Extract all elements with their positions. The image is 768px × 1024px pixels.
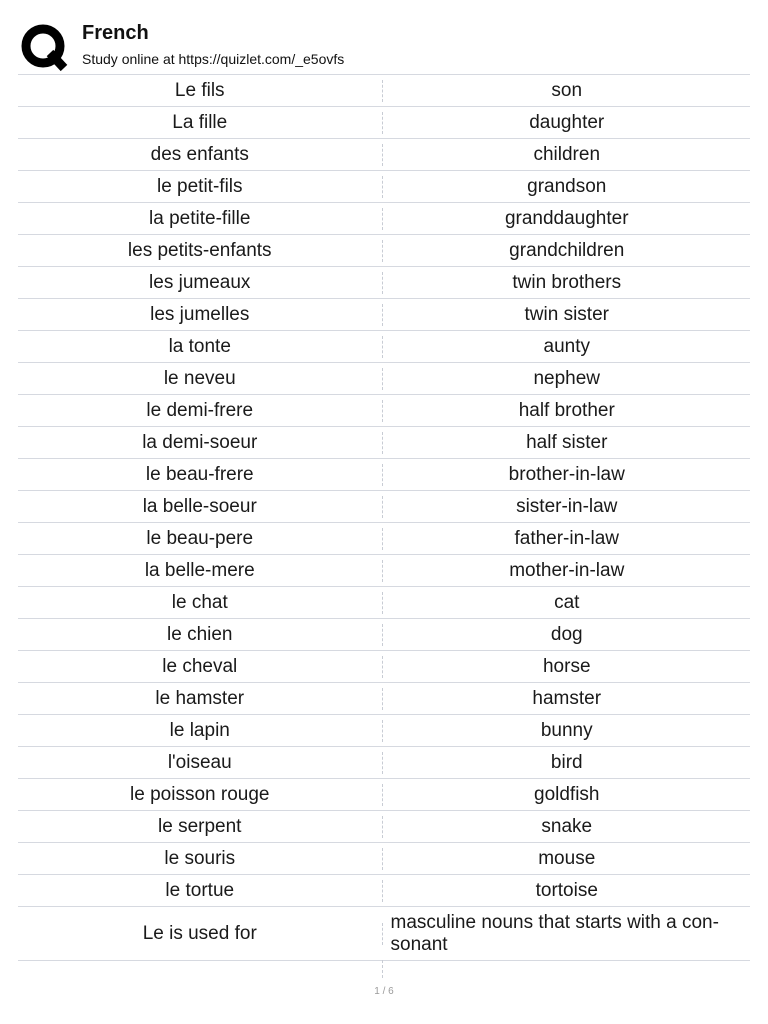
term-cell: Le is used for [142,922,257,944]
definition-cell: goldfish [534,783,600,805]
table-row [18,267,750,299]
table-row [18,523,750,555]
table-row [18,811,750,843]
table-row [18,747,750,779]
term-cell: la belle-mere [144,559,255,581]
definition-cell: snake [541,815,593,837]
term-cell: le beau-frere [145,463,254,485]
term-cell: le lapin [169,719,230,741]
term-cell: Le fils [174,79,225,101]
term-cell: les petits-enfants [127,239,272,261]
term-cell: la belle-soeur [142,495,257,517]
term-cell: le petit-fils [156,175,243,197]
term-cell: le hamster [155,687,245,709]
table-row [18,843,750,875]
definition-cell: cat [554,591,580,613]
term-cell: la demi-soeur [142,431,258,453]
table-row [18,715,750,747]
definition-cell: nephew [533,367,601,389]
definition-cell: mother-in-law [509,559,625,581]
flashcard-table [18,74,750,961]
study-online-link[interactable]: Study online at https://quizlet.com/_e5ovfs [82,51,345,67]
table-row [18,171,750,203]
definition-cell: hamster [532,687,602,709]
definition-cell: aunty [543,335,590,357]
definition-cell: mouse [538,847,596,869]
definition-cell: tortoise [535,879,598,901]
definition-cell: horse [542,655,591,677]
table-row [18,299,750,331]
term-cell: La fille [172,111,228,133]
table-row [18,363,750,395]
definition-cell: masculine nouns that starts with a con- sonant [390,911,719,955]
table-row [18,427,750,459]
document-header [0,0,768,74]
table-row [18,779,750,811]
table-row [18,907,750,961]
definition-cell: sister-in-law [516,495,618,517]
definition-cell: bird [550,751,583,773]
table-row [18,459,750,491]
definition-cell: bunny [540,719,593,741]
term-cell: le demi-frere [146,399,254,421]
definition-cell: brother-in-law [508,463,625,485]
table-row [18,875,750,907]
term-cell: le cheval [162,655,238,677]
definition-cell: grandson [527,175,607,197]
table-row [18,555,750,587]
definition-cell: grandchildren [509,239,625,261]
quizlet-q-icon [20,22,70,72]
table-row [18,75,750,107]
term-cell: le chat [171,591,228,613]
term-cell: la tonte [168,335,231,357]
term-cell: le neveu [163,367,236,389]
table-row [18,331,750,363]
table-row [18,683,750,715]
table-row [18,587,750,619]
table-row [18,139,750,171]
definition-cell: children [533,143,601,165]
term-cell: le chien [167,623,233,645]
table-row [18,619,750,651]
term-cell: des enfants [150,143,249,165]
table-row [18,395,750,427]
definition-cell: twin sister [524,303,609,325]
term-cell: l'oiseau [167,751,232,773]
page-number: 1 / 6 [374,986,394,997]
table-row [18,651,750,683]
table-row [18,491,750,523]
term-cell: le tortue [165,879,235,901]
set-title: French [82,22,149,44]
term-cell: les jumeaux [149,271,251,293]
term-cell: le beau-pere [146,527,254,549]
definition-cell: half sister [526,431,608,453]
definition-cell: father-in-law [514,527,620,549]
table-row [18,107,750,139]
term-cell: le poisson rouge [130,783,270,805]
table-row [18,203,750,235]
term-cell: le souris [164,847,236,869]
table-row [18,235,750,267]
page-divider-tick [382,960,383,978]
definition-cell: half brother [518,399,615,421]
term-cell: le serpent [158,815,242,837]
term-cell: les jumelles [150,303,250,325]
definition-cell: dog [550,623,583,645]
definition-cell: daughter [529,111,605,133]
definition-cell: son [551,79,583,101]
definition-cell: granddaughter [504,207,629,229]
term-cell: la petite-fille [149,207,251,229]
definition-cell: twin brothers [512,271,622,293]
